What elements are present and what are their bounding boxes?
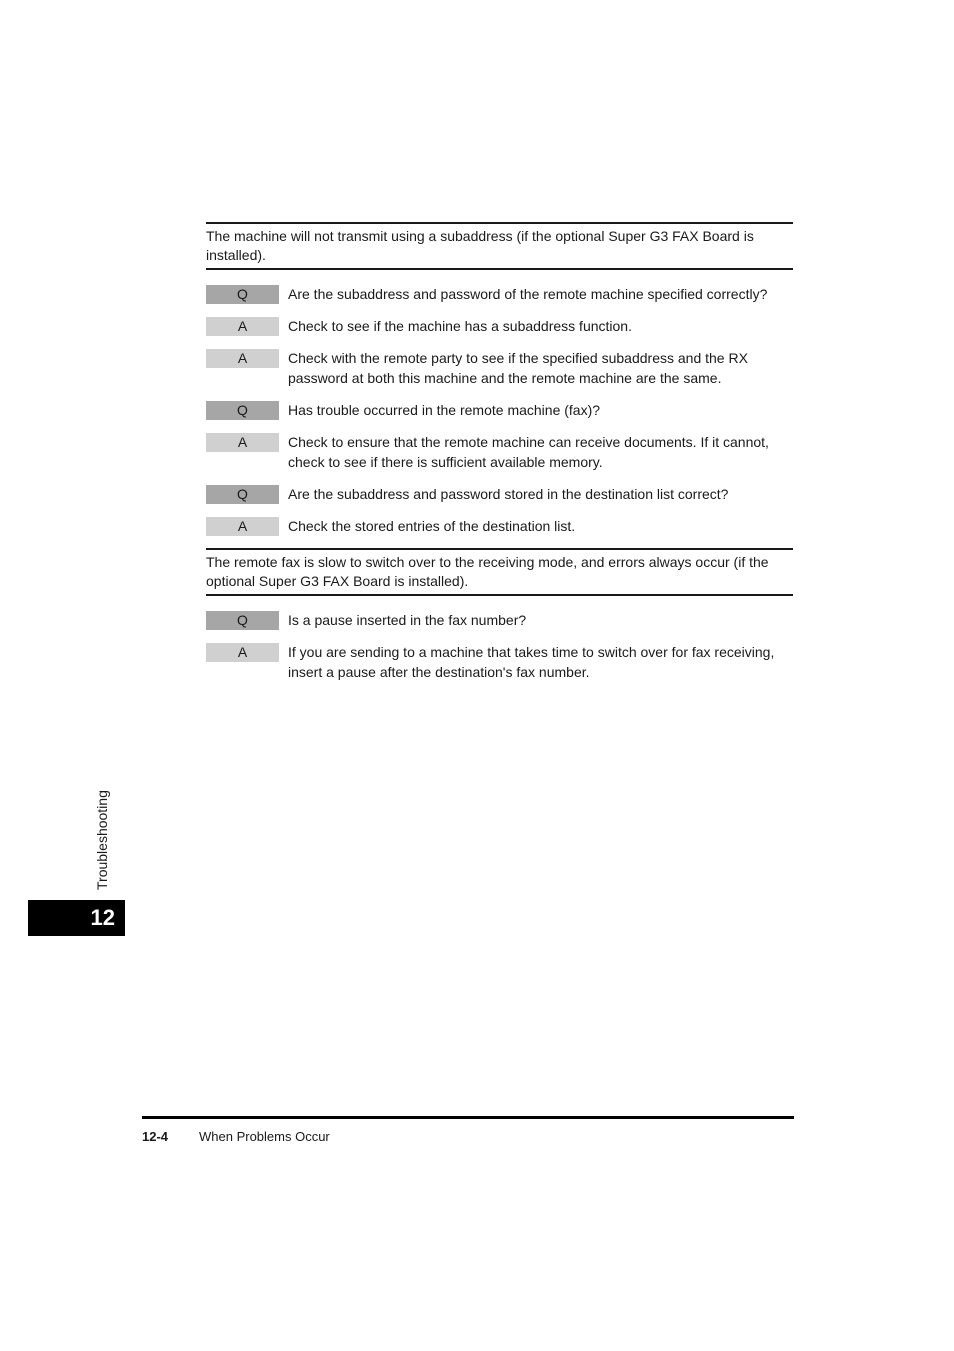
answer-text: Check with the remote party to see if the specified subaddress and the RX password at both this machine and the remote machine are the same.	[288, 350, 748, 386]
page-number: 12-4	[142, 1129, 169, 1144]
answer-tag: A	[206, 643, 279, 662]
problem-heading: The remote fax is slow to switch over to the receiving mode, and errors always occur (if the optional Super G3 FAX Board is installed).	[206, 548, 793, 596]
trouble-section-2	[206, 548, 793, 682]
answer-tag: A	[206, 317, 279, 336]
qa-item	[206, 316, 793, 336]
answer-tag: A	[206, 517, 279, 536]
answer-tag: A	[206, 349, 279, 368]
chapter-number-tab: 12	[28, 900, 125, 936]
question-tag: Q	[206, 285, 279, 304]
question-text: Are the subaddress and password stored in the destination list correct?	[288, 486, 729, 502]
question-tag: Q	[206, 611, 279, 630]
qa-item	[206, 284, 793, 304]
question-tag: Q	[206, 485, 279, 504]
problem-heading: The machine will not transmit using a subaddress (if the optional Super G3 FAX Board is installed).	[206, 222, 793, 270]
qa-item	[206, 642, 793, 682]
qa-item	[206, 516, 793, 536]
answer-text: Check to ensure that the remote machine can receive documents. If it cannot, check to see if there is sufficient available memory.	[288, 434, 769, 470]
question-tag: Q	[206, 401, 279, 420]
answer-text: If you are sending to a machine that takes time to switch over for fax receiving, insert a pause after the destination's fax number.	[288, 644, 775, 680]
qa-item	[206, 348, 793, 388]
answer-text: Check to see if the machine has a subaddress function.	[288, 318, 632, 334]
qa-item	[206, 400, 793, 420]
qa-item	[206, 484, 793, 504]
question-text: Are the subaddress and password of the remote machine specified correctly?	[288, 286, 768, 302]
question-text: Has trouble occurred in the remote machine (fax)?	[288, 402, 601, 418]
trouble-section-1	[206, 222, 793, 536]
answer-tag: A	[206, 433, 279, 452]
answer-text: Check the stored entries of the destination list.	[288, 518, 576, 534]
footer-rule	[142, 1116, 794, 1119]
footer-title: When Problems Occur	[199, 1129, 330, 1144]
qa-item	[206, 610, 793, 630]
question-text: Is a pause inserted in the fax number?	[288, 612, 527, 628]
qa-item	[206, 432, 793, 472]
chapter-side-label: Troubleshooting	[94, 790, 110, 890]
